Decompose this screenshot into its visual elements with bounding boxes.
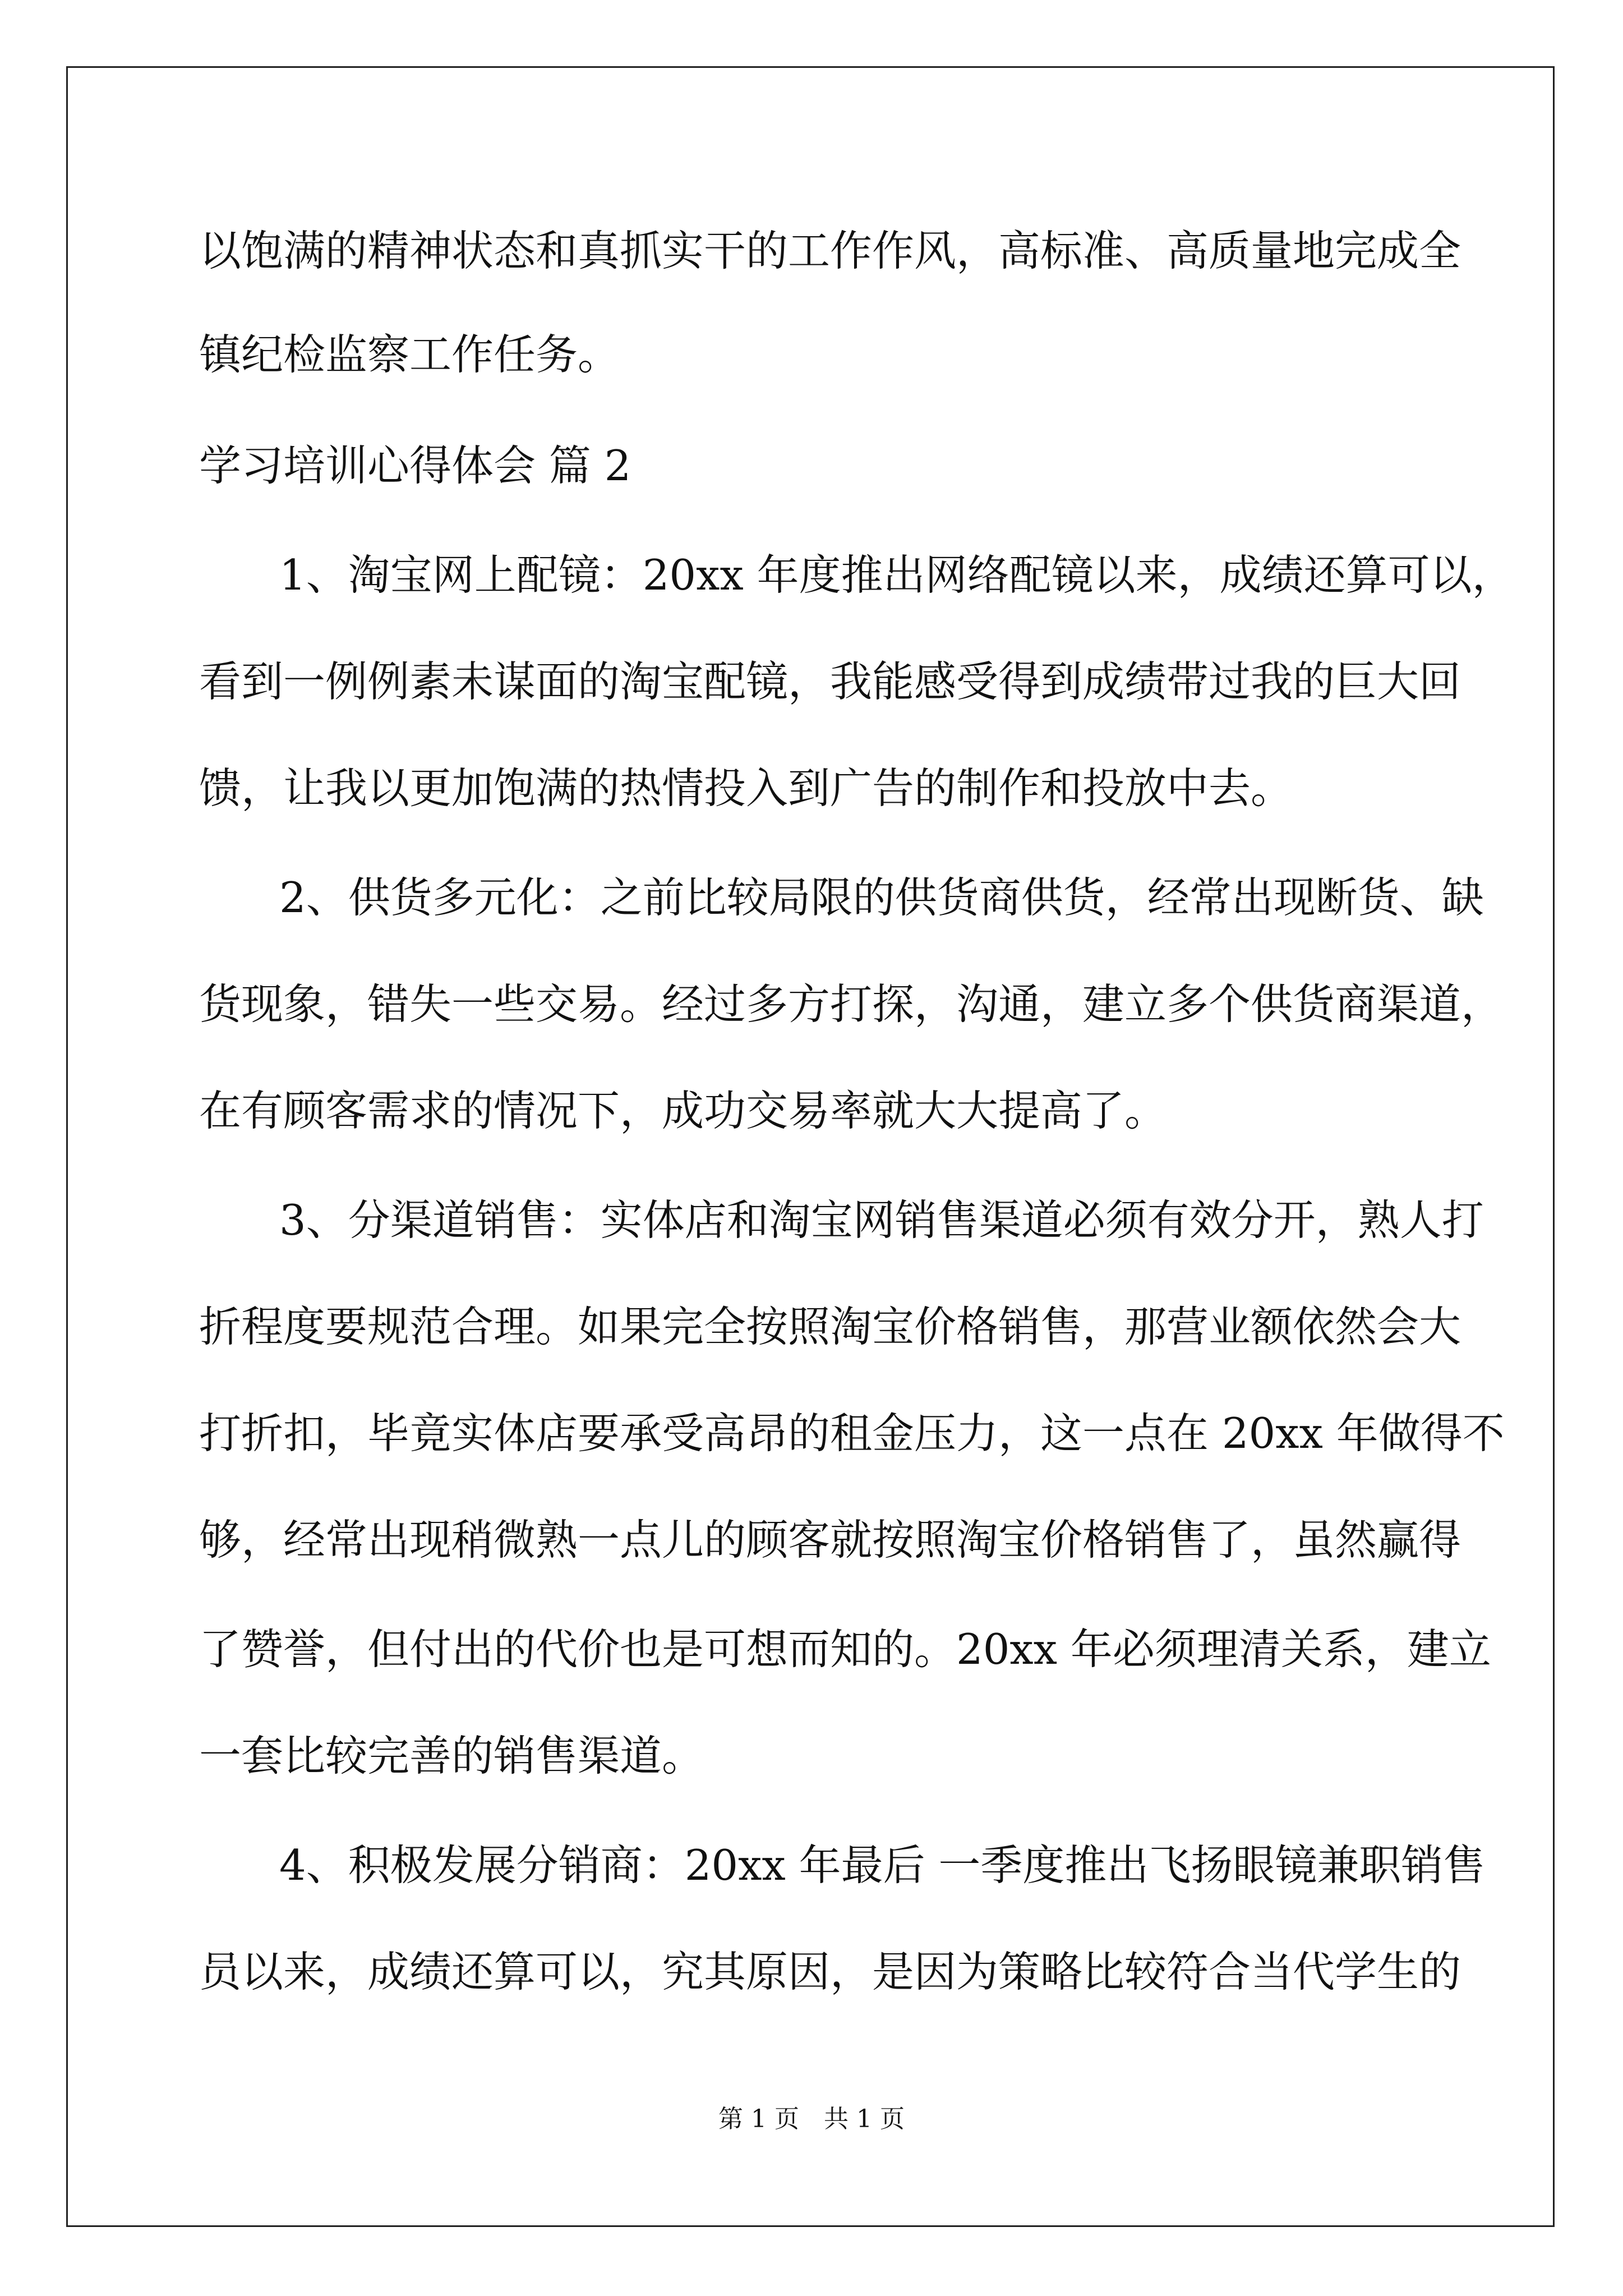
text-line: 一套比较完善的销售渠道。 bbox=[199, 1731, 704, 1780]
page-border bbox=[66, 66, 1555, 2227]
text-line: 在有顾客需求的情况下，成功交易率就大大提高了。 bbox=[199, 1086, 1167, 1135]
text-line: 馈，让我以更加饱满的热情投入到广告的制作和投放中去。 bbox=[199, 763, 1293, 813]
text-line: 以饱满的精神状态和真抓实干的工作作风，高标准、高质量地完成全 bbox=[199, 226, 1461, 275]
text-line: 够，经常出现稍微熟一点儿的顾客就按照淘宝价格销售了，虽然赢得 bbox=[199, 1515, 1461, 1565]
section-heading: 学习培训心得体会 篇 2 bbox=[199, 441, 631, 490]
text-line: 1、淘宝网上配镜：20xx 年度推出网络配镜以来，成绩还算可以， bbox=[279, 550, 1514, 600]
text-line: 镇纪检监察工作任务。 bbox=[199, 330, 620, 379]
text-line: 打折扣，毕竟实体店要承受高昂的租金压力，这一点在 20xx 年做得不 bbox=[199, 1409, 1505, 1458]
text-line: 货现象，错失一些交易。经过多方打探，沟通，建立多个供货商渠道， bbox=[199, 979, 1504, 1029]
text-line: 了赞誉，但付出的代价也是可想而知的。20xx 年必须理清关系，建立 bbox=[199, 1625, 1491, 1674]
text-line: 看到一例例素未谋面的淘宝配镜，我能感受得到成绩带过我的巨大回 bbox=[199, 657, 1461, 706]
page-footer: 第 1 页 共 1 页 bbox=[718, 2105, 905, 2133]
text-line: 员以来，成绩还算可以，究其原因，是因为策略比较符合当代学生的 bbox=[199, 1947, 1461, 1996]
text-line: 2、供货多元化：之前比较局限的供货商供货，经常出现断货、缺 bbox=[279, 873, 1484, 922]
text-line: 3、分渠道销售：实体店和淘宝网销售渠道必须有效分开，熟人打 bbox=[279, 1195, 1484, 1245]
text-line: 4、积极发展分销商：20xx 年最后 一季度推出飞扬眼镜兼职销售 bbox=[279, 1841, 1486, 1890]
text-line: 折程度要规范合理。如果完全按照淘宝价格销售，那营业额依然会大 bbox=[199, 1302, 1461, 1351]
